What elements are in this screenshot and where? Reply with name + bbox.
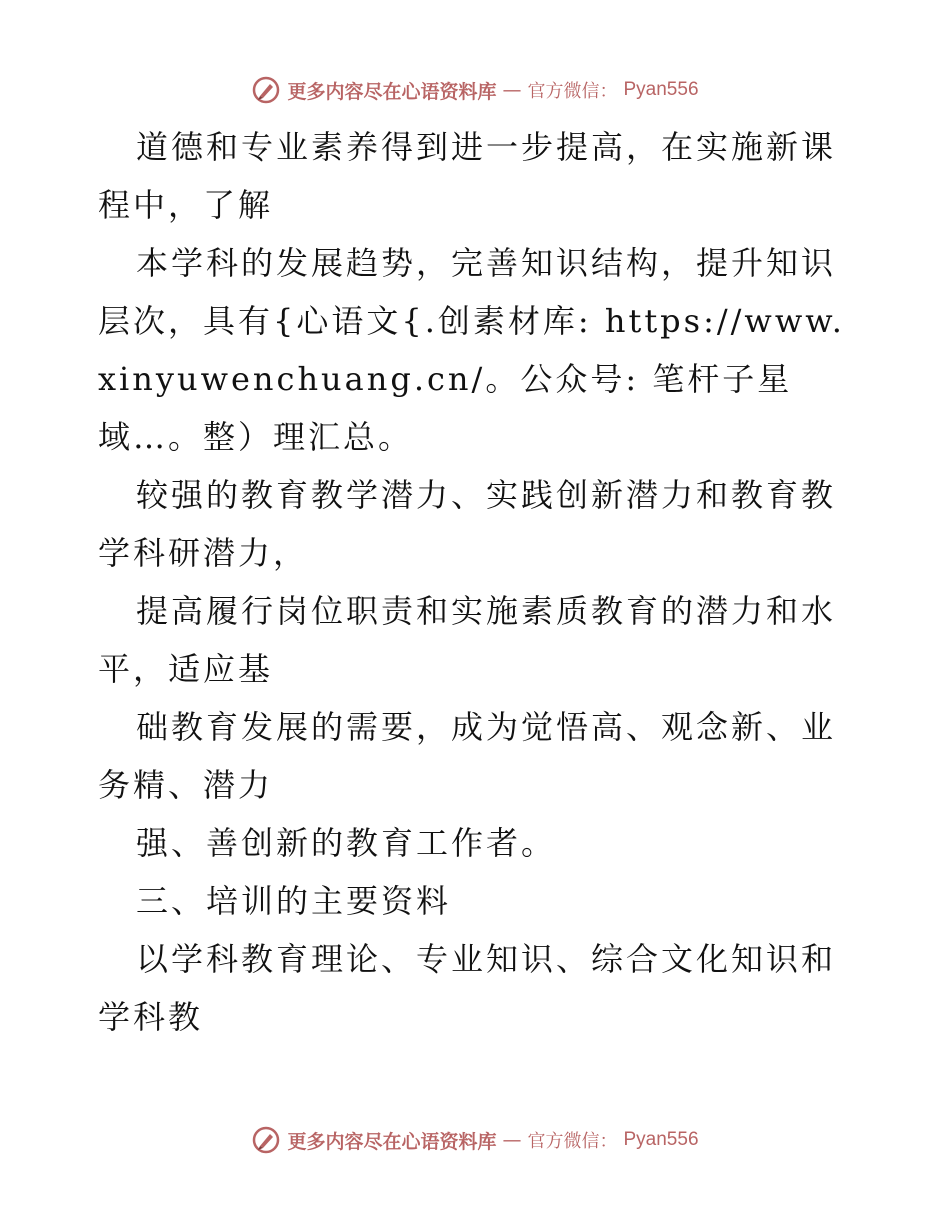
section-heading: 三、培训的主要资料 — [136, 882, 452, 920]
header-banner — [0, 70, 950, 110]
paragraph: 提高履行岗位职责和实施素质教育的潜力和水平，适应基 — [98, 592, 837, 688]
paragraph: 道德和专业素养得到进一步提高，在实施新课程中，了解 — [98, 128, 837, 224]
paragraph: 础教育发展的需要，成为觉悟高、观念新、业务精、潜力 — [98, 708, 837, 804]
footer-banner — [0, 1120, 950, 1160]
footer-separator: — — [502, 1129, 522, 1151]
header-brand: 更多内容尽在心语资料库 — [287, 80, 497, 103]
footer-contact-label: 官方微信： — [527, 1131, 618, 1152]
paragraph: 以学科教育理论、专业知识、综合文化知识和学科教 — [98, 940, 837, 1036]
footer-brand: 更多内容尽在心语资料库 — [287, 1130, 497, 1153]
paragraph: 强、善创新的教育工作者。 — [136, 824, 557, 862]
paragraph: 较强的教育教学潜力、实践创新潜力和教育教学科研潜力， — [98, 476, 837, 572]
paragraph: 本学科的发展趋势，完善知识结构，提升知识层次，具有{心语文{.创素材库: https://www.xinyuwenchuang.cn/。公众号: 笔杆子星域…。整）理汇总。 — [98, 244, 845, 456]
header-separator: — — [502, 79, 522, 101]
pen-logo-icon — [251, 75, 281, 105]
pen-logo-icon — [251, 1125, 281, 1155]
footer-contact-id: Pyan556 — [623, 1129, 699, 1150]
document-body — [98, 118, 858, 1046]
header-contact-id: Pyan556 — [623, 79, 699, 100]
header-contact-label: 官方微信： — [527, 81, 618, 102]
